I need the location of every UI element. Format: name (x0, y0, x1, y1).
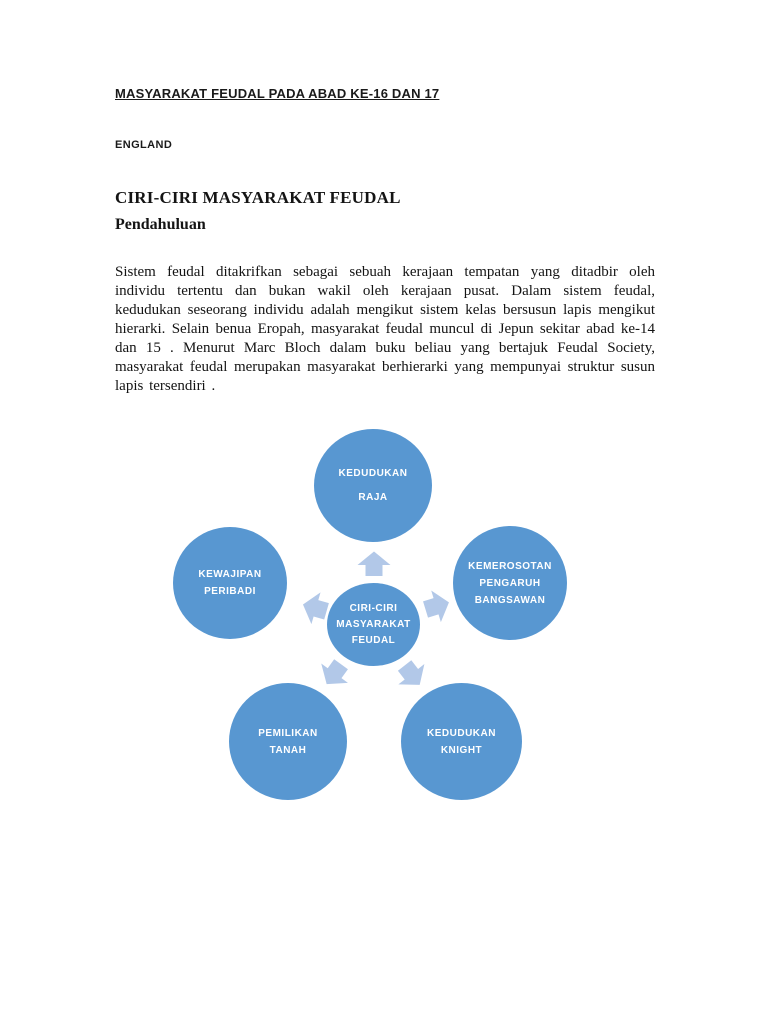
node-label-line: FEUDAL (351, 634, 396, 646)
arrow-lower-right-icon (392, 655, 433, 695)
arrow-upper-right-icon (421, 587, 454, 626)
node-label-line: PERIBADI (204, 586, 256, 597)
node-label-line: PENGARUH (479, 577, 541, 589)
node-label-line: BANGSAWAN (474, 594, 546, 606)
diagram-node-kedudukan-knight (401, 683, 522, 800)
arrow-lower-left-icon (313, 655, 354, 694)
node-label-line: PEMILIKAN (258, 727, 318, 739)
node-label-line: KNIGHT (440, 744, 483, 756)
document-subtitle: ENGLAND (115, 139, 173, 151)
node-label-line: KEWAJIPAN (198, 569, 262, 580)
feudal-society-radial-diagram (170, 425, 580, 815)
arrow-up-icon (358, 552, 391, 577)
node-label-line: KEMEROSOTAN (468, 560, 552, 572)
diagram-node-kemerosotan-bangsawan (453, 526, 567, 640)
diagram-node-center-ciri-ciri (327, 583, 420, 666)
node-label-line: TANAH (269, 744, 307, 756)
diagram-node-pemilikan-tanah (229, 683, 347, 800)
intro-paragraph: Sistem feudal ditakrifkan sebagai sebuah kerajaan tempatan yang ditadbir oleh individu tertentu dan bukan wakil oleh kerajaan pusat. Dalam sistem feudal, kedudukan seseorang individu adalah mengikut sistem kelas bersusun lapis mengikut hierarki. Selain benua Eropah, masyarakat feudal muncul di Jepun sekitar abad ke-14 dan 15 . Menurut Marc Bloch dalam buku beliau yang bertajuk Feudal Society, masyarakat feudal merupakan masyarakat berhierarki yang mempunyai struktur susun lapis tersendiri . (115, 264, 655, 394)
section-subheading: Pendahuluan (115, 216, 206, 233)
node-label-line: KEDUDUKAN (338, 467, 408, 479)
node-label-line: CIRI-CIRI (349, 602, 398, 614)
diagram-node-kedudukan-raja (314, 429, 432, 542)
node-label-line: KEDUDUKAN (427, 727, 496, 739)
section-heading: CIRI-CIRI MASYARAKAT FEUDAL (115, 188, 401, 207)
diagram-node-kewajipan-peribadi (173, 527, 287, 639)
node-label-line: RAJA (358, 491, 388, 503)
document-title: MASYARAKAT FEUDAL PADA ABAD KE-16 DAN 17 (115, 86, 440, 101)
node-label-line: MASYARAKAT (336, 618, 411, 630)
